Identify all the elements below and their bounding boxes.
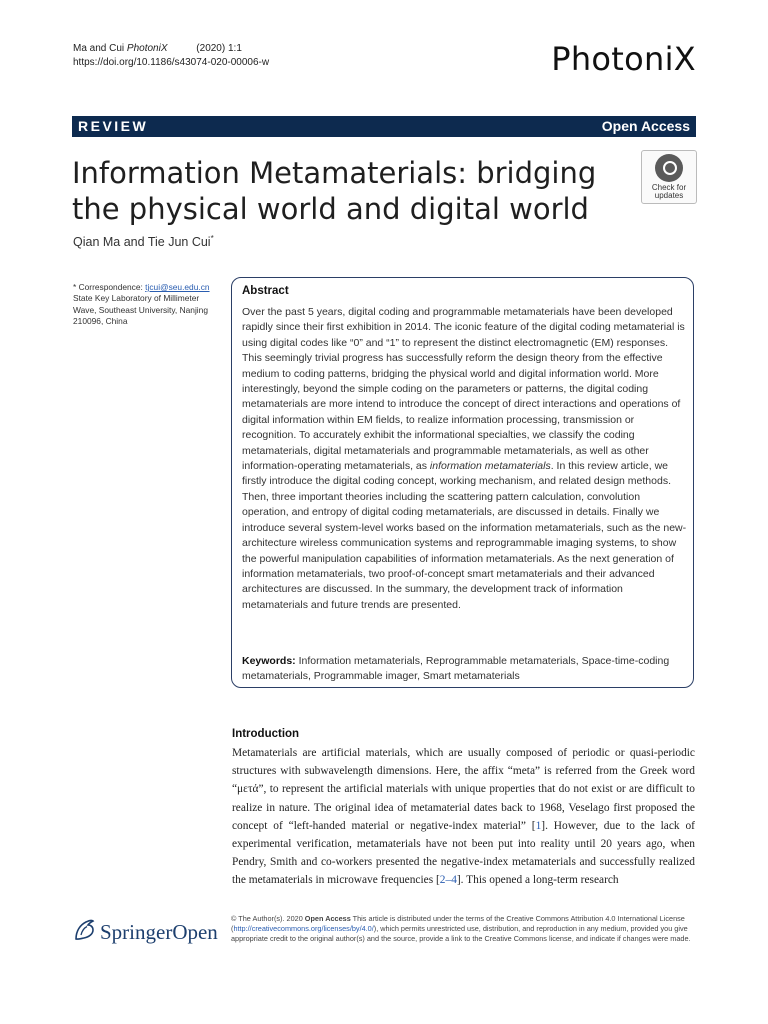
check-updates-text: Check for updates	[651, 183, 687, 200]
open-access-label: Open Access	[601, 118, 690, 134]
keywords	[242, 654, 687, 685]
keywords-label: Keywords:	[242, 655, 296, 667]
abstract-italic-term: information metamaterials	[429, 460, 551, 473]
license-url-link[interactable]: http://creativecommons.org/licenses/by/4.0/	[233, 924, 374, 933]
header-doi-link[interactable]: https://doi.org/10.1186/s43074-020-00006-w	[73, 57, 270, 68]
author-list	[73, 234, 214, 249]
introduction-paragraph: Metamaterials are artificial materials, which are usually composed of periodic or quasi-periodic structures with subwavelength dimensions. Here, the affix “meta” is referred from the Greek word “μετά”, to represent the artificial materials with unique properties that do not exist or are difficult to realize in nature. The original idea of metamaterial dates back to 1968, Veselago first proposed the concept of “left-handed material or negative-index material” [1]. However, due to the lack of experimental verification, metamaterials have not been put into reality until 20 years ago, when Pendry, Smith and co-workers presented the negative-index metamaterials and successfully realized the metamaterials in microwave frequencies [2–4]. This opened a long-term research	[232, 747, 695, 887]
publisher-logo	[72, 914, 222, 948]
correspondence-label: * Correspondence:	[73, 282, 146, 292]
header-citation	[73, 42, 269, 56]
article-title: Information Metamaterials: bridging the physical world and digital world	[72, 156, 597, 226]
article-type-label: REVIEW	[78, 118, 149, 134]
license-open-access: Open Access	[304, 914, 351, 923]
citation-link[interactable]: 1	[535, 819, 542, 832]
citation-link[interactable]: 2–4	[439, 874, 457, 887]
check-for-updates-badge[interactable]	[641, 150, 697, 204]
corresponding-mark: *	[210, 234, 214, 243]
abstract-heading: Abstract	[242, 285, 289, 297]
header-year-volume: (2020) 1:1	[196, 43, 242, 54]
springer-horse-icon	[72, 917, 96, 943]
keywords-list: Information metamaterials, Reprogrammable metamaterials, Space-time-coding metamaterials, Programmable imager, Smart metamaterials	[242, 655, 670, 683]
author-affiliation: State Key Laboratory of Millimeter Wave, Southeast University, Nanjing 210096, China	[73, 293, 208, 326]
running-header	[73, 42, 269, 70]
abstract-text: Over the past 5 years, digital coding and programmable metamaterials have been developed rapidly since their first exhibition in 2014. The iconic feature of the digital coding metamaterial is using digital codes like “0” and “1” to represent the distinct electromagnetic (EM) responses. This seemingly trivial progress has successfully reform the design theory from the effective medium to coding patterns, bridging the physical world and digital information world. More interestingly, beyond the simple coding on the parameters or patterns, the digital coding metamaterials are more intend to introduce the concept of direct interactions and operations of digital information within EM fields, to realize information processing, transmission or recognition. To accurately exhibit the informational specialties, we classify the coding metamaterials, digital metamaterials and programmable metamaterials, as well as other information-operating metamaterials, as information metamaterials. In this review article, we firstly introduce the digital coding concept, working mechanism, and related design methods. Then, three important theories including the scattering pattern calculation, convolution operation, and entropy of digital coding metamaterials, are discussed in details. Finally we introduce several system-level works based on the information metamaterials, such as the new-architecture wireless communication systems and reprogrammable imaging systems, to show the powerful manipulation capabilities of information metamaterials. As the next generation of information metamaterials, two proof-of-concept smart metamaterials and their advanced architectures are discussed. In the summary, the development track of information metamaterials and future trends are presented.	[242, 306, 687, 611]
header-authors: Ma and Cui	[73, 43, 125, 54]
correspondence-email-link[interactable]: tjcui@seu.edu.cn	[145, 282, 210, 292]
introduction-heading: Introduction	[232, 728, 300, 740]
publisher-name: SpringerOpen	[100, 920, 218, 944]
journal-logo: PhotoniX	[551, 40, 696, 78]
article-type-banner	[72, 116, 696, 137]
author-names: Qian Ma and Tie Jun Cui	[73, 235, 211, 250]
license-statement: © The Author(s). 2020 Open Access This article is distributed under the terms of the Creative Commons Attribution 4.0 International License (http://creativecommons.org/licenses/by/4.0/), which permits unrestricted use, distribution, and reproduction in any medium, provided you give appropriate credit to the original author(s) and the source, provide a link to the Creative Commons license, and indicate if changes were made.	[231, 914, 691, 943]
check-updates-icon	[655, 154, 683, 182]
correspondence-note	[73, 282, 223, 327]
header-journal-name: PhotoniX	[126, 43, 168, 54]
